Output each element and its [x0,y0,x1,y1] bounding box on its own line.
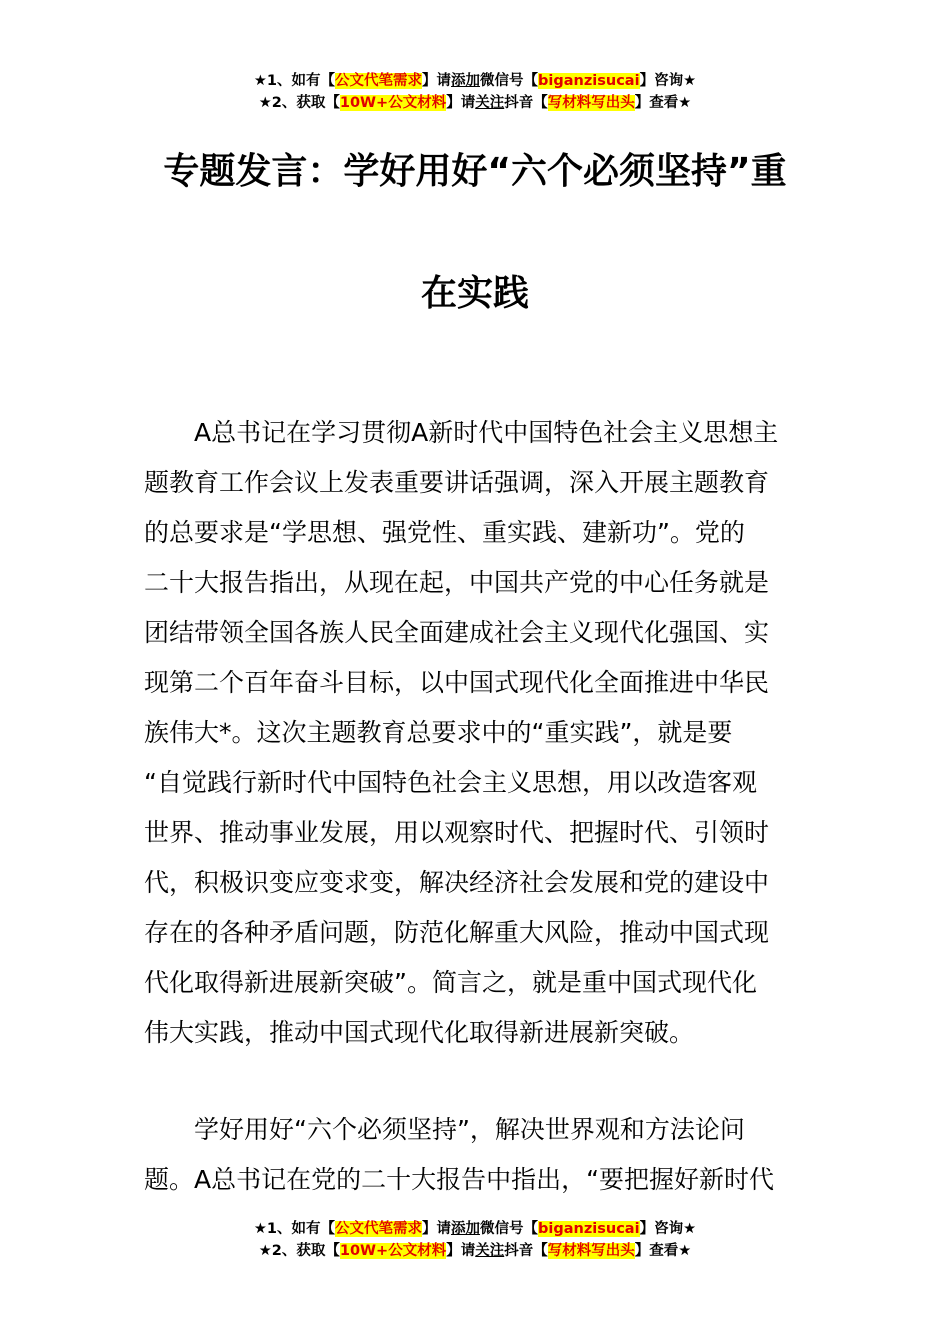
document-title-line-2: 在实践 [420,273,529,314]
promo-highlight: 写材料写出头 [547,95,635,111]
paragraph-line: 族伟大*。这次主题教育总要求中的“重实践”，就是要 [144,718,733,747]
promo-text: ★2、获取【 [258,1243,340,1259]
promo-underline: 关注 [475,1243,505,1259]
promo-text: ★1、如有【 [253,1221,336,1237]
paragraph-line: 存在的各种矛盾问题，防范化解重大风险，推动中国式现 [144,918,770,947]
promo-text: 微信号【 [480,1221,539,1237]
promo-highlight: biganzisucai [538,73,640,89]
promo-underline: 添加 [451,73,481,89]
promo-text: 】请 [422,73,452,89]
paragraph-line: “自觉践行新时代中国特色社会主义思想，用以改造客观 [144,768,757,797]
paragraph-line: 代，积极识变应变求变，解决经济社会发展和党的建设中 [144,868,770,897]
promo-text: 】请 [422,1221,452,1237]
promo-text: 】查看★ [634,95,692,111]
promo-line-2 [0,1240,950,1262]
paragraph-line: 世界、推动事业发展，用以观察时代、把握时代、引领时 [144,818,770,847]
promo-highlight: 写材料写出头 [547,1243,635,1259]
paragraph-line: A总书记在学习贯彻A新时代中国特色社会主义思想主 [194,418,779,447]
paragraph-line: 学好用好“六个必须坚持”，解决世界观和方法论问 [194,1115,745,1144]
paragraph-line: 的总要求是“学思想、强党性、重实践、建新功”。党的 [144,518,745,547]
promo-underline: 添加 [451,1221,481,1237]
promo-text: 】咨询★ [639,1221,697,1237]
promo-text: 】咨询★ [639,73,697,89]
promo-line-1 [0,70,950,92]
promo-text: 】请 [446,1243,476,1259]
promo-text: 微信号【 [480,73,539,89]
top-promo-banner [0,70,950,114]
promo-text: 】请 [446,95,476,111]
promo-highlight: biganzisucai [538,1221,640,1237]
promo-highlight: 10W+公文材料 [339,95,447,111]
promo-highlight: 公文代笔需求 [335,73,423,89]
paragraph-line: 伟大实践，推动中国式现代化取得新进展新突破。 [144,1018,695,1047]
promo-line-2 [0,92,950,114]
promo-text: 抖音【 [504,1243,548,1259]
paragraph-line: 二十大报告指出，从现在起，中国共产党的中心任务就是 [144,568,770,597]
paragraph-1 [144,408,806,1058]
paragraph-2 [144,1105,806,1205]
paragraph-line: 团结带领全国各族人民全面建成社会主义现代化强国、实 [144,618,770,647]
paragraph-line: 题教育工作会议上发表重要讲话强调，深入开展主题教育 [144,468,770,497]
promo-highlight: 公文代笔需求 [335,1221,423,1237]
promo-underline: 关注 [475,95,505,111]
promo-text: ★1、如有【 [253,73,336,89]
paragraph-line: 现第二个百年奋斗目标，以中国式现代化全面推进中华民 [144,668,770,697]
bottom-promo-banner [0,1218,950,1262]
promo-text: 】查看★ [634,1243,692,1259]
promo-text: 抖音【 [504,95,548,111]
document-title-line-1: 专题发言：学好用好“六个必须坚持”重 [163,151,787,192]
paragraph-line: 代化取得新进展新突破”。简言之，就是重中国式现代化 [144,968,757,997]
paragraph-line: 题。A总书记在党的二十大报告中指出，“要把握好新时代 [144,1165,775,1194]
promo-highlight: 10W+公文材料 [339,1243,447,1259]
promo-line-1 [0,1218,950,1240]
promo-text: ★2、获取【 [258,95,340,111]
